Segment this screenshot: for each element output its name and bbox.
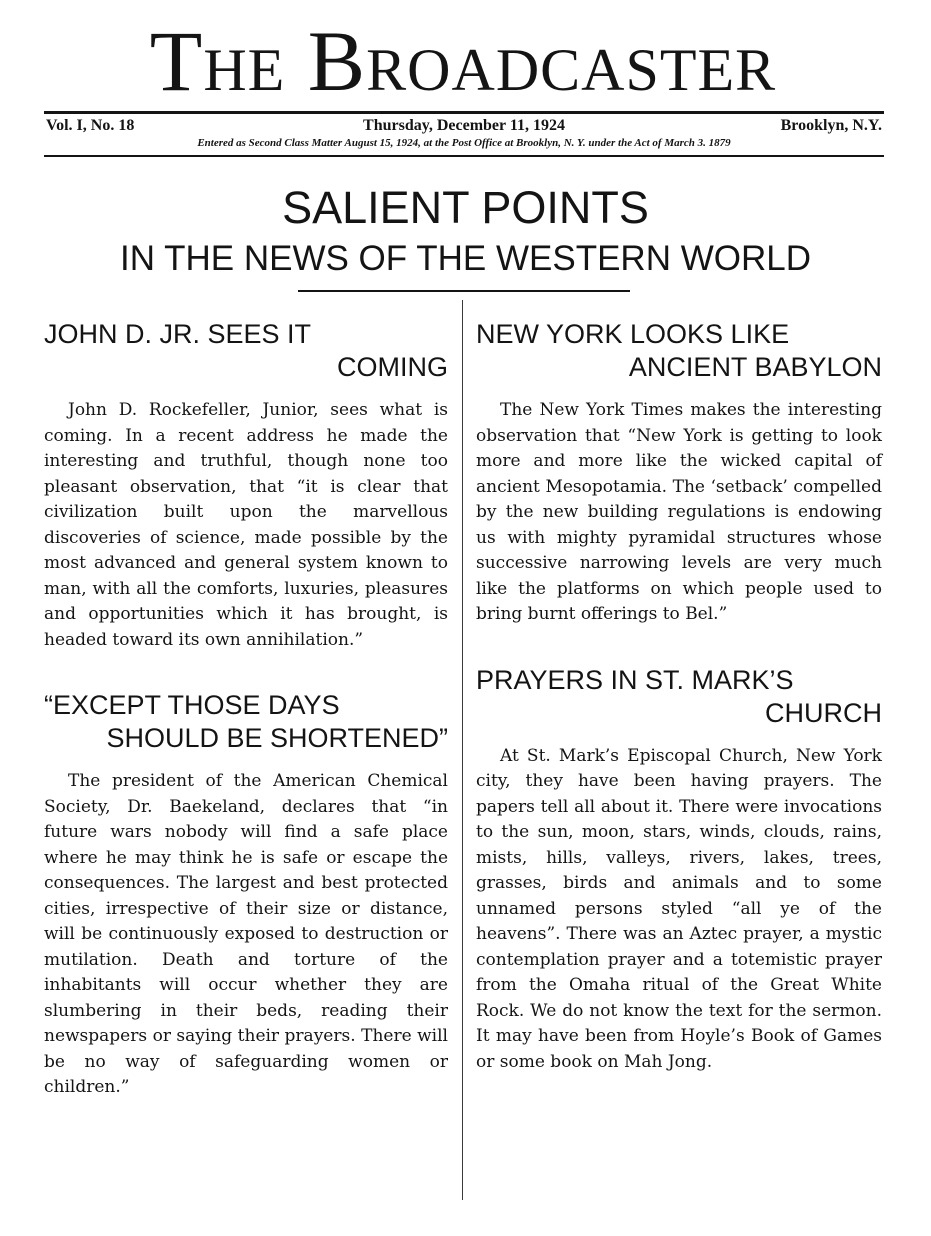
article-title-line-2: CHURCH <box>765 697 882 728</box>
publication-place: Brooklyn, N.Y. <box>780 117 882 134</box>
article-rockefeller <box>44 318 448 653</box>
article-body: The president of the American Chemical Society, Dr. Baekeland, declares that “in future wars nobody will find a safe place where he may think he is safe or escape the consequences. The largest and best protected cities, irrespective of their size or distance, will be continuously exposed to destruction or mutilation. Death and torture of the inhabitants will occur whether they are slumbering in their beds, reading their newspapers or saying their prayers. There will be no way of safeguarding women or children.” <box>44 771 448 1097</box>
dateline <box>46 116 882 136</box>
article-title-line-1: JOHN D. JR. SEES IT <box>44 319 312 349</box>
main-headline <box>30 182 901 280</box>
article-st-marks-prayers <box>476 664 882 1076</box>
article-title-line-1: PRAYERS IN ST. MARK’S <box>476 664 794 695</box>
masthead-title: The Broadcaster <box>149 13 777 109</box>
headline-line-2: IN THE NEWS OF THE WESTERN WORLD <box>120 239 811 278</box>
column-divider <box>462 300 463 1200</box>
right-column <box>476 318 882 1075</box>
article-title-line-2: SHOULD BE SHORTENED” <box>106 723 448 753</box>
article-except-those-days <box>44 689 448 1101</box>
article-body: The New York Times makes the interesting observation that “New York is getting to look more and more like the wicked capital of ancient Mesopotamia. The ‘setback’ compelled by the new building regulations is endowing us with mighty pyramidal structures whose successive narrowing levels are very much like the platforms on which people used to bring burnt offerings to Bel.” <box>476 400 882 624</box>
article-title-line-1: “EXCEPT THOSE DAYS <box>44 690 340 720</box>
article-title-line-2: ANCIENT BABYLON <box>628 352 882 382</box>
masthead-rule-bottom <box>44 155 884 157</box>
article-body: At St. Mark’s Episcopal Church, New York city, they have been having prayers. The papers tell all about it. There were invocations to the sun, moon, stars, winds, clouds, rains, mists, hills, valleys, rivers, lakes, trees, grasses, birds and animals and to some unnamed persons styled “all ye of the heavens”. There was an Aztec prayer, a mystic contemplation prayer and a totemistic prayer from the Omaha ritual of the Great White Rock. We do not know the text for the sermon. It may have been from Hoyle’s Book of Games or some book on Mah Jong. <box>476 745 882 1072</box>
article-new-york-babylon <box>476 318 882 628</box>
headline-rule <box>298 290 630 292</box>
article-title <box>476 664 882 730</box>
headline-line-1: SALIENT POINTS <box>282 182 649 233</box>
volume-number: Vol. I, No. 18 <box>46 117 135 134</box>
article-title-line-1: NEW YORK LOOKS LIKE <box>476 319 790 349</box>
left-column <box>44 318 448 1101</box>
article-title <box>44 318 448 384</box>
postal-notice: Entered as Second Class Matter August 15, 1924, at the Post Office at Brooklyn, N. Y. under the Act of March 3. 1879 <box>197 137 731 149</box>
article-title <box>44 689 448 755</box>
article-body: John D. Rockefeller, Junior, sees what is coming. In a recent address he made the interesting and truthful, though none too pleasant observation, that “it is clear that civilization built upon the marvellous discoveries of science, made possible by the most advanced and general system known to man, with all the comforts, luxuries, pleasures and opportunities which it has brought, is headed toward its own annihilation.” <box>44 400 448 650</box>
issue-date: Thursday, December 11, 1924 <box>363 117 565 134</box>
masthead-rule-top <box>44 111 884 114</box>
article-title-line-2: COMING <box>337 352 448 382</box>
article-title <box>476 318 882 384</box>
